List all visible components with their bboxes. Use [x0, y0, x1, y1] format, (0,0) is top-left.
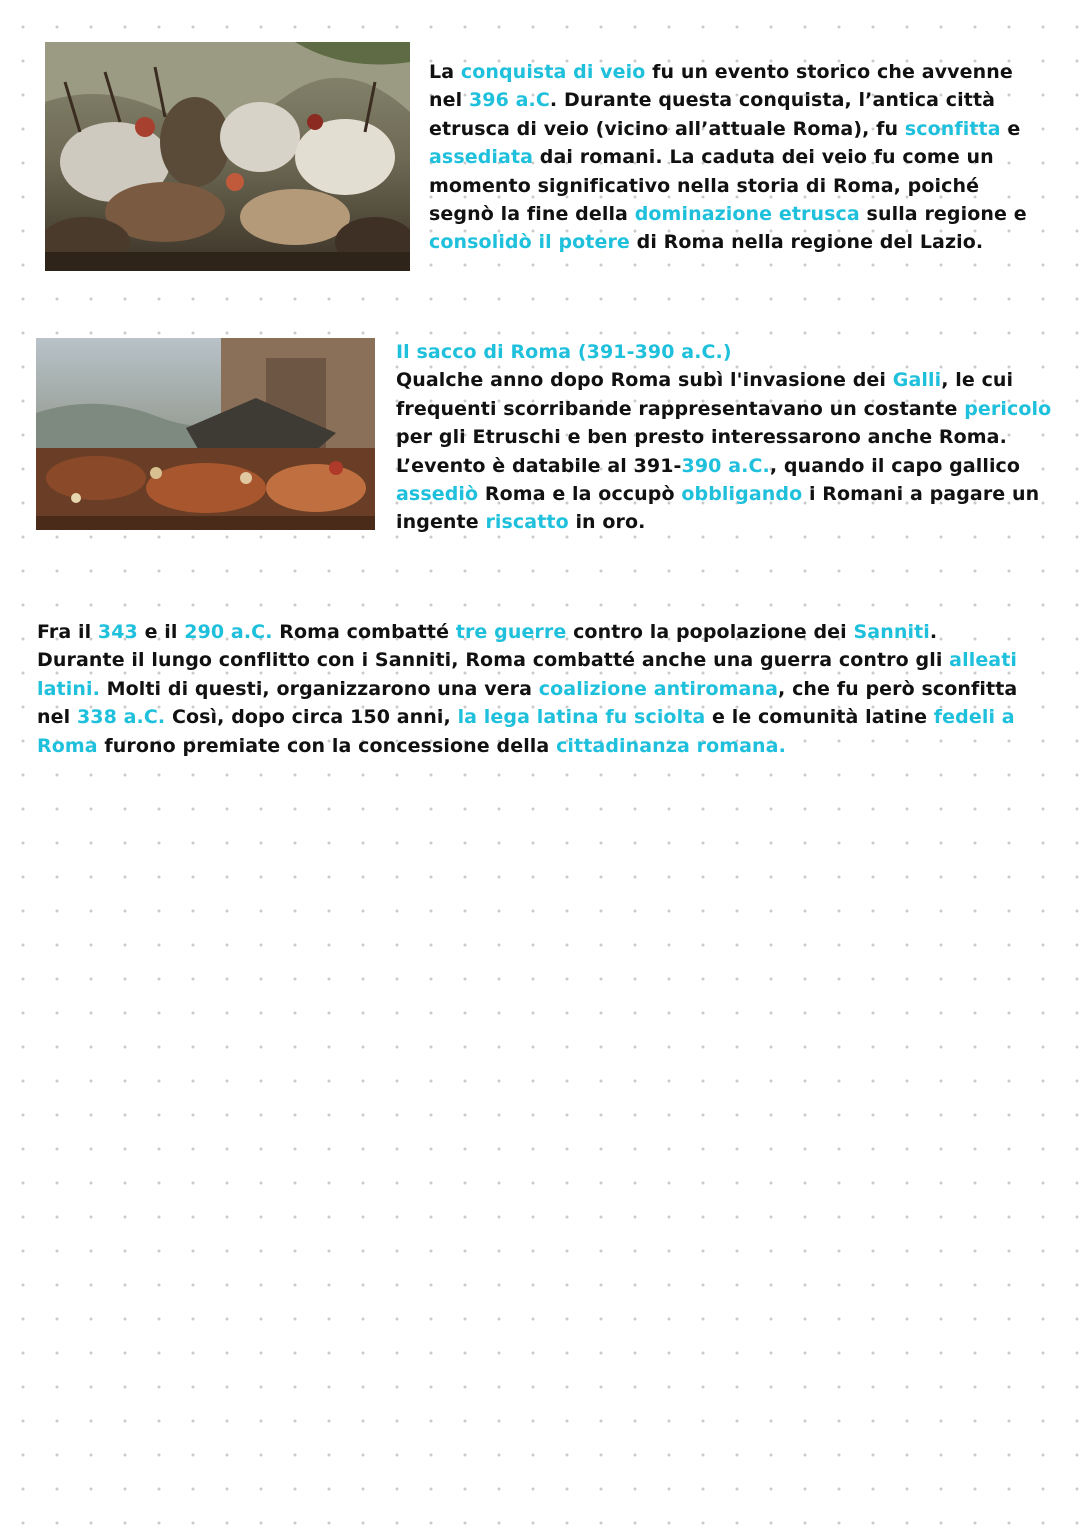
text-run: , le cui frequenti scorribande rappresentavano un costante	[396, 369, 1014, 420]
highlighted-term: dominazione etrusca	[634, 203, 860, 226]
text-run: Così, dopo circa 150 anni,	[165, 706, 458, 729]
samnite-wars-paragraph	[37, 618, 1057, 760]
highlighted-term: 290 a.C.	[184, 621, 273, 643]
veio-battle-painting	[45, 42, 410, 271]
highlighted-term: assediò	[396, 483, 479, 506]
highlighted-term: sconfitta	[904, 117, 1001, 140]
text-run: fu un evento storico che avvenne nel	[429, 61, 1013, 112]
text-run: La	[429, 61, 461, 83]
highlighted-term: obbligando	[681, 483, 803, 506]
text-run: Qualche anno dopo Roma subì l'invasione dei	[396, 369, 893, 392]
text-run: Durante il lungo conflitto con i Sanniti, Roma combatté anche una guerra contro gli	[37, 649, 950, 672]
highlighted-term: Galli	[892, 369, 942, 392]
highlighted-term: fedeli a Roma	[37, 706, 1015, 757]
highlighted-term: consolidò il potere	[429, 231, 630, 254]
text-run: sulla regione e	[859, 203, 1027, 226]
sack-of-rome-painting	[36, 338, 375, 530]
text-run: furono premiate con la concessione della	[97, 734, 557, 757]
text-run: Roma combatté	[272, 621, 456, 643]
highlighted-term: alleati latini.	[37, 649, 1018, 700]
text-run: di Roma nella regione del Lazio.	[629, 231, 984, 254]
highlighted-term: Sanniti	[853, 621, 930, 643]
text-run: dai romani. La caduta dei veio fu come un momento significativo nella storia di Roma, poiché segnò la fine della	[429, 146, 994, 226]
highlighted-term: riscatto	[485, 511, 569, 534]
highlighted-term: 390 a.C.	[681, 454, 770, 477]
sack-of-rome-paragraph	[396, 369, 1051, 533]
text-run: e il	[137, 621, 185, 643]
text-run: L’evento è databile al 391-	[396, 454, 682, 477]
text-run: . Durante questa conquista, l’antica città etrusca di veio (vicino all’attuale Roma), fu	[429, 89, 996, 140]
text-run: Roma e la occupò	[478, 483, 682, 506]
veio-paragraph	[429, 58, 1049, 257]
text-run: per gli Etruschi e ben presto interessarono anche Roma.	[396, 426, 1007, 449]
highlighted-term: pericolo	[964, 397, 1052, 420]
highlighted-term: 338 a.C.	[76, 706, 166, 729]
text-run: , che fu però sconfitta nel	[37, 677, 1018, 729]
text-run: .	[929, 621, 938, 643]
text-run: in oro.	[568, 511, 646, 534]
highlighted-term: 343	[97, 621, 138, 643]
highlighted-term: cittadinanza romana.	[556, 734, 786, 757]
sack-of-rome-title: Il sacco di Roma (391-390 a.C.)	[396, 341, 732, 363]
text-run: Molti di questi, organizzarono una vera	[99, 677, 539, 700]
highlighted-term: assediata	[429, 146, 534, 169]
highlighted-term: tre guerre	[455, 621, 567, 643]
highlighted-term: la lega latina fu sciolta	[457, 706, 706, 729]
sack-of-rome-section	[396, 338, 1066, 537]
text-run: e le comunità latine	[705, 706, 934, 729]
highlighted-term: 396 a.C	[468, 89, 550, 112]
text-run: i Romani a pagare un ingente	[396, 483, 1040, 534]
highlighted-term: conquista di veio	[460, 61, 646, 83]
text-run: e	[1000, 117, 1021, 140]
highlighted-term: coalizione antiromana	[538, 677, 779, 700]
text-run: Fra il	[37, 621, 98, 643]
text-run: contro la popolazione dei	[566, 621, 854, 643]
text-run: , quando il capo gallico	[769, 454, 1021, 477]
